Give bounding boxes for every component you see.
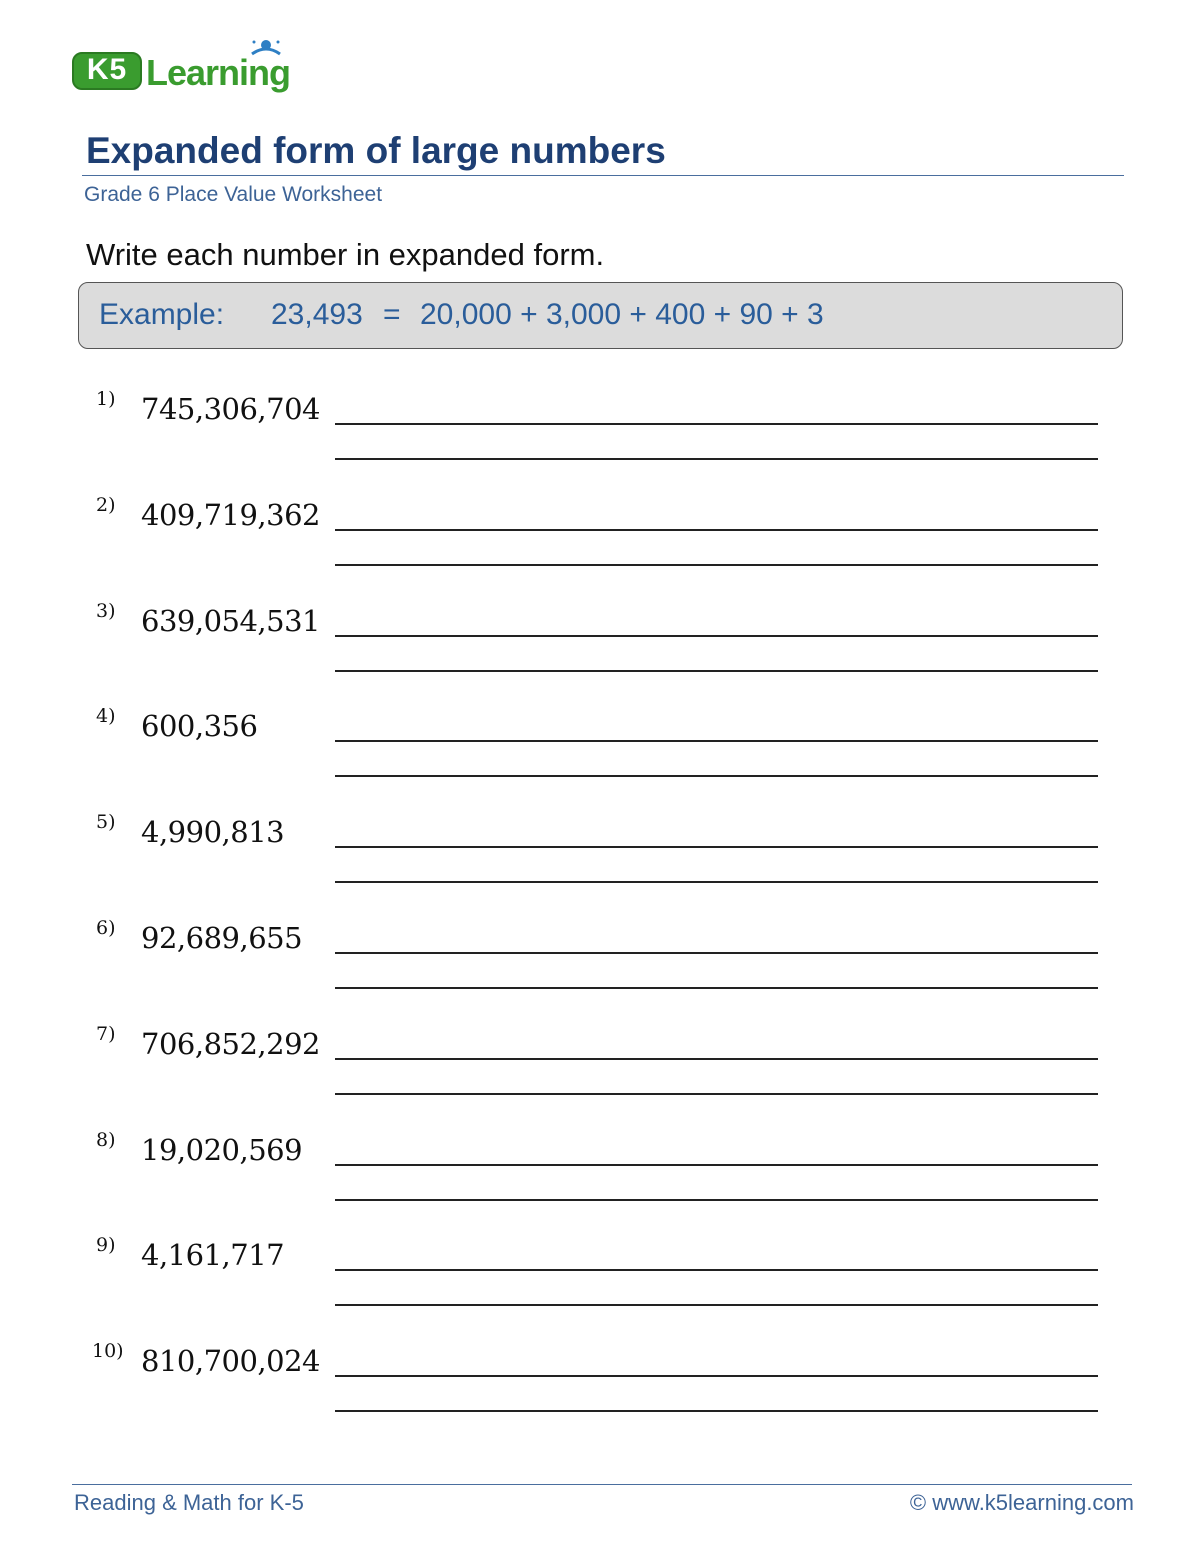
problem-number: 3) — [96, 600, 116, 622]
problem-item — [0, 1023, 1200, 1103]
page-title: Expanded form of large numbers — [86, 130, 666, 171]
problem-item — [0, 705, 1200, 785]
problem-number: 10) — [92, 1340, 124, 1362]
problem-value: 639,054,531 — [141, 604, 320, 638]
logo-k5-text: K5 — [86, 53, 128, 86]
answer-line[interactable] — [335, 952, 1098, 954]
answer-line[interactable] — [335, 670, 1098, 672]
answer-line[interactable] — [335, 740, 1098, 742]
example-equals: = — [383, 298, 401, 331]
answer-line[interactable] — [335, 564, 1098, 566]
problem-number: 5) — [96, 811, 116, 833]
problem-value: 600,356 — [141, 709, 258, 743]
footer-tagline: Reading & Math for K-5 — [74, 1490, 304, 1515]
problem-value: 92,689,655 — [141, 921, 303, 955]
example-expansion: 20,000 + 3,000 + 400 + 90 + 3 — [420, 298, 824, 331]
problem-item — [0, 917, 1200, 997]
answer-line[interactable] — [335, 1375, 1098, 1377]
problem-item — [0, 811, 1200, 891]
answer-line[interactable] — [335, 529, 1098, 531]
problem-item — [0, 1340, 1200, 1420]
problem-value: 745,306,704 — [141, 392, 320, 426]
problem-number: 4) — [96, 705, 116, 727]
answer-line[interactable] — [335, 1269, 1098, 1271]
problem-number: 2) — [96, 494, 116, 516]
instruction-text: Write each number in expanded form. — [86, 237, 605, 272]
answer-line[interactable] — [335, 1093, 1098, 1095]
problem-value: 4,161,717 — [141, 1238, 285, 1272]
example-box — [78, 282, 1123, 349]
logo-word: Learning — [146, 52, 291, 93]
problem-item — [0, 600, 1200, 680]
answer-line[interactable] — [335, 846, 1098, 848]
footer-divider — [72, 1484, 1132, 1485]
problem-number: 8) — [96, 1129, 116, 1151]
problem-value: 19,020,569 — [141, 1133, 303, 1167]
problem-number: 9) — [96, 1234, 116, 1256]
answer-line[interactable] — [335, 458, 1098, 460]
example-number: 23,493 — [271, 298, 363, 331]
problem-number: 1) — [96, 388, 116, 410]
problem-number: 6) — [96, 917, 116, 939]
answer-line[interactable] — [335, 881, 1098, 883]
answer-line[interactable] — [335, 1410, 1098, 1412]
problem-value: 810,700,024 — [141, 1344, 320, 1378]
answer-line[interactable] — [335, 775, 1098, 777]
problem-item — [0, 1129, 1200, 1209]
answer-line[interactable] — [335, 1304, 1098, 1306]
example-label: Example: — [99, 298, 225, 331]
problem-item — [0, 388, 1200, 468]
answer-line[interactable] — [335, 423, 1098, 425]
answer-line[interactable] — [335, 1058, 1098, 1060]
k5-learning-logo — [70, 38, 310, 98]
problem-value: 4,990,813 — [141, 815, 285, 849]
problem-value: 706,852,292 — [141, 1027, 320, 1061]
answer-line[interactable] — [335, 635, 1098, 637]
person-icon — [246, 38, 286, 68]
footer-website-link[interactable]: © www.k5learning.com — [909, 1490, 1134, 1515]
title-divider — [82, 175, 1124, 176]
page-subtitle: Grade 6 Place Value Worksheet — [84, 183, 383, 206]
problem-item — [0, 1234, 1200, 1314]
answer-line[interactable] — [335, 987, 1098, 989]
answer-line[interactable] — [335, 1199, 1098, 1201]
problem-item — [0, 494, 1200, 574]
answer-line[interactable] — [335, 1164, 1098, 1166]
problem-value: 409,719,362 — [141, 498, 320, 532]
problem-number: 7) — [96, 1023, 116, 1045]
